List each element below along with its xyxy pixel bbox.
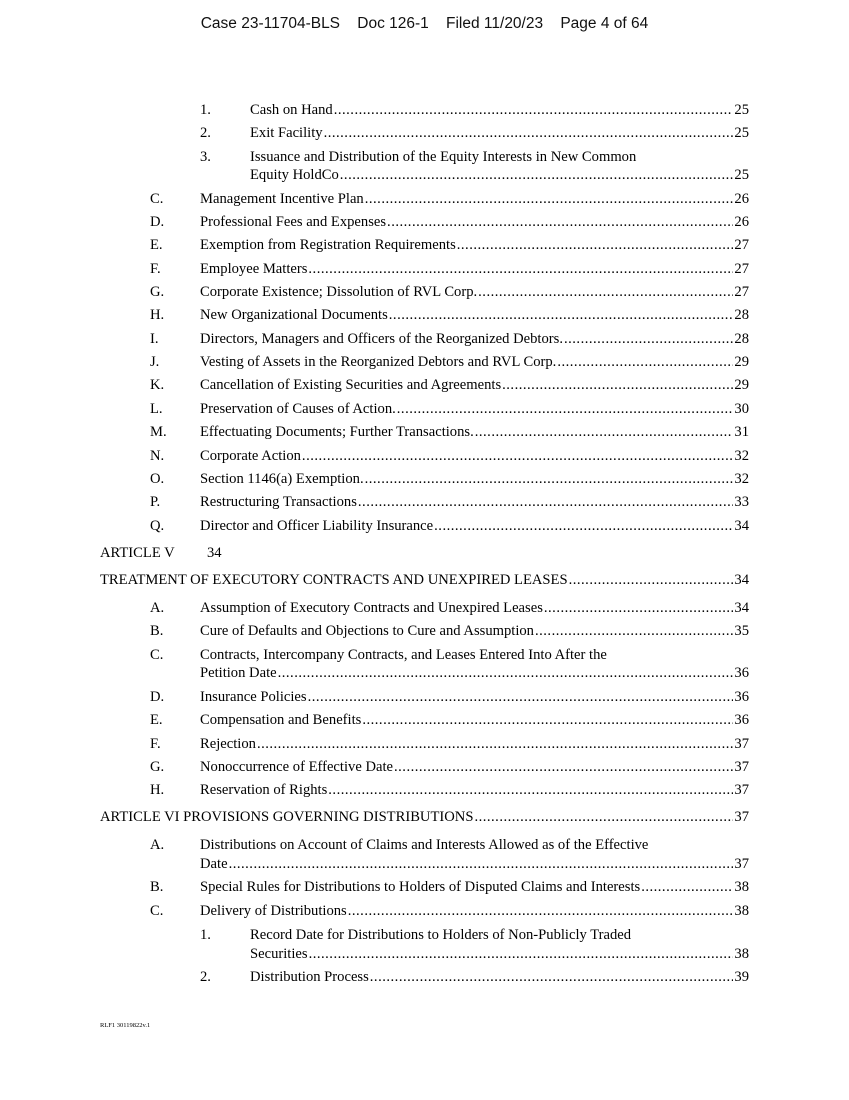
toc-title: Rejection — [200, 736, 256, 752]
toc-entry[interactable] — [200, 354, 749, 371]
toc-entry[interactable] — [250, 167, 749, 184]
toc-label: C. — [150, 191, 164, 207]
toc-label: C. — [150, 647, 164, 663]
toc-title-continued: Date — [200, 856, 228, 872]
toc-label: A. — [150, 837, 165, 853]
toc-label: A. — [150, 600, 165, 616]
toc-entry[interactable] — [200, 903, 749, 920]
toc-title: Management Incentive Plan — [200, 191, 364, 207]
toc-page: 27 — [734, 261, 749, 277]
toc-page: 35 — [734, 623, 749, 639]
toc-entry[interactable] — [200, 712, 749, 729]
toc-page: 31 — [734, 424, 749, 440]
toc-title: Preservation of Causes of Action. — [200, 401, 396, 417]
toc-entry[interactable] — [200, 879, 749, 896]
toc-entry[interactable] — [200, 401, 749, 418]
toc-label: Q. — [150, 518, 165, 534]
toc-label: M. — [150, 424, 167, 440]
case-number: Case 23-11704-BLS — [200, 15, 341, 32]
article-label[interactable]: ARTICLE V — [100, 545, 175, 561]
toc-page: 26 — [734, 191, 749, 207]
toc-page: 34 — [734, 572, 749, 588]
toc-label: D. — [150, 689, 165, 705]
toc-page: 36 — [734, 712, 749, 728]
toc-entry[interactable] — [200, 689, 749, 706]
toc-title: Distribution Process — [250, 969, 369, 985]
toc-entry[interactable] — [250, 969, 749, 986]
toc-entry[interactable] — [200, 424, 749, 441]
toc-entry[interactable] — [200, 377, 749, 394]
toc-entry[interactable] — [100, 572, 749, 589]
toc-entry[interactable] — [200, 471, 749, 488]
toc-title: Director and Officer Liability Insurance — [200, 518, 434, 534]
toc-page: 34 — [207, 545, 222, 561]
toc-label: H. — [150, 307, 165, 323]
toc-page: 34 — [734, 518, 749, 534]
toc-page: 30 — [734, 401, 749, 417]
toc-title[interactable]: Record Date for Distributions to Holders of Non-Publicly Traded — [250, 927, 632, 943]
toc-title: TREATMENT OF EXECUTORY CONTRACTS AND UNEXPIRED LEASES — [100, 572, 568, 588]
toc-page: 25 — [734, 125, 749, 141]
toc-page: 28 — [734, 331, 749, 347]
toc-label: O. — [150, 471, 165, 487]
toc-entry[interactable] — [200, 856, 749, 873]
filed-date: Filed 11/20/23 — [446, 15, 544, 32]
toc-title: Vesting of Assets in the Reorganized Debtors and RVL Corp. — [200, 354, 557, 370]
toc-title: Directors, Managers and Officers of the Reorganized Debtors. — [200, 331, 563, 347]
toc-title: Professional Fees and Expenses — [200, 214, 387, 230]
toc-entry[interactable] — [200, 214, 749, 231]
toc-label: N. — [150, 448, 165, 464]
toc-title: Restructuring Transactions — [200, 494, 357, 510]
toc-page: 37 — [734, 736, 749, 752]
toc-page: 36 — [734, 689, 749, 705]
case-header — [0, 15, 849, 33]
document-id-footer: RLF1 30119822v.1 — [100, 1022, 151, 1029]
toc-entry[interactable] — [200, 284, 749, 301]
page-number: Page 4 of 64 — [560, 15, 649, 32]
toc-label: J. — [150, 354, 160, 370]
toc-entry[interactable] — [200, 448, 749, 465]
toc-label: L. — [150, 401, 163, 417]
toc-title: Corporate Existence; Dissolution of RVL Corp. — [200, 284, 478, 300]
toc-label: K. — [150, 377, 165, 393]
toc-label: H. — [150, 782, 165, 798]
toc-entry[interactable] — [200, 261, 749, 278]
toc-entry[interactable] — [250, 125, 749, 142]
toc-entry[interactable] — [200, 518, 749, 535]
toc-label: 2. — [200, 969, 211, 985]
toc-title: Insurance Policies — [200, 689, 307, 705]
toc-title: Cash on Hand — [250, 102, 333, 118]
toc-title: Compensation and Benefits — [200, 712, 362, 728]
toc-entry[interactable] — [200, 191, 749, 208]
toc-page: 33 — [734, 494, 749, 510]
toc-label: 1. — [200, 927, 211, 943]
toc-label: B. — [150, 623, 164, 639]
toc-title: Nonoccurrence of Effective Date — [200, 759, 393, 775]
toc-label: E. — [150, 712, 163, 728]
toc-label: I. — [150, 331, 159, 347]
toc-page: 37 — [734, 759, 749, 775]
toc-page: 36 — [734, 665, 749, 681]
toc-title[interactable]: Distributions on Account of Claims and Interests Allowed as of the Effective — [200, 837, 649, 853]
toc-label: 3. — [200, 149, 211, 165]
toc-entry[interactable] — [200, 494, 749, 511]
toc-entry[interactable] — [200, 623, 749, 640]
toc-label: G. — [150, 284, 165, 300]
toc-label: C. — [150, 903, 164, 919]
toc-title: Exemption from Registration Requirements — [200, 237, 456, 253]
toc-page: 25 — [734, 102, 749, 118]
toc-page: 32 — [734, 448, 749, 464]
toc-title: Employee Matters — [200, 261, 308, 277]
toc-title-continued: Petition Date — [200, 665, 277, 681]
toc-entry[interactable] — [250, 946, 749, 963]
toc-page: 38 — [734, 879, 749, 895]
toc-page: 25 — [734, 167, 749, 183]
toc-label: F. — [150, 736, 161, 752]
toc-label: 2. — [200, 125, 211, 141]
toc-entry[interactable] — [200, 736, 749, 753]
toc-entry[interactable] — [200, 782, 749, 799]
toc-title: Cure of Defaults and Objections to Cure and Assumption — [200, 623, 534, 639]
toc-entry[interactable] — [200, 331, 749, 348]
toc-entry[interactable] — [200, 759, 749, 776]
toc-label: B. — [150, 879, 164, 895]
toc-title: Special Rules for Distributions to Holders of Disputed Claims and Interests — [200, 879, 641, 895]
toc-entry[interactable] — [200, 237, 749, 254]
toc-page: 27 — [734, 284, 749, 300]
toc-page: 28 — [734, 307, 749, 323]
toc-label: F. — [150, 261, 161, 277]
toc-title: ARTICLE VI PROVISIONS GOVERNING DISTRIBUTIONS — [100, 809, 474, 825]
toc-page: 37 — [734, 809, 749, 825]
toc-entry[interactable] — [100, 809, 749, 826]
toc-title: New Organizational Documents — [200, 307, 388, 323]
toc-page: 29 — [734, 354, 749, 370]
toc-page: 38 — [734, 946, 749, 962]
toc-label: E. — [150, 237, 163, 253]
toc-page: 29 — [734, 377, 749, 393]
toc-entry[interactable] — [200, 307, 749, 324]
doc-number: Doc 126-1 — [357, 15, 429, 32]
toc-page: 26 — [734, 214, 749, 230]
toc-title[interactable]: Contracts, Intercompany Contracts, and Leases Entered Into After the — [200, 647, 607, 663]
toc-entry[interactable] — [250, 102, 749, 119]
toc-label: G. — [150, 759, 165, 775]
toc-label: P. — [150, 494, 161, 510]
toc-page: 37 — [734, 782, 749, 798]
toc-title-continued: Equity HoldCo — [250, 167, 339, 183]
toc-title: Section 1146(a) Exemption. — [200, 471, 364, 487]
toc-page: 39 — [734, 969, 749, 985]
toc-title: Effectuating Documents; Further Transactions. — [200, 424, 474, 440]
toc-entry[interactable] — [200, 600, 749, 617]
toc-title: Exit Facility — [250, 125, 323, 141]
toc-entry[interactable] — [200, 665, 749, 682]
toc-title: Corporate Action — [200, 448, 301, 464]
toc-title: Delivery of Distributions — [200, 903, 347, 919]
toc-page: 32 — [734, 471, 749, 487]
toc-page: 34 — [734, 600, 749, 616]
toc-label: D. — [150, 214, 165, 230]
toc-title: Cancellation of Existing Securities and Agreements — [200, 377, 502, 393]
toc-title-continued: Securities — [250, 946, 308, 962]
toc-title: Assumption of Executory Contracts and Unexpired Leases — [200, 600, 543, 616]
toc-page: 27 — [734, 237, 749, 253]
toc-label: 1. — [200, 102, 211, 118]
toc-title: Reservation of Rights — [200, 782, 328, 798]
toc-page: 37 — [734, 856, 749, 872]
toc-title[interactable]: Issuance and Distribution of the Equity Interests in New Common — [250, 149, 637, 165]
toc-page: 38 — [734, 903, 749, 919]
